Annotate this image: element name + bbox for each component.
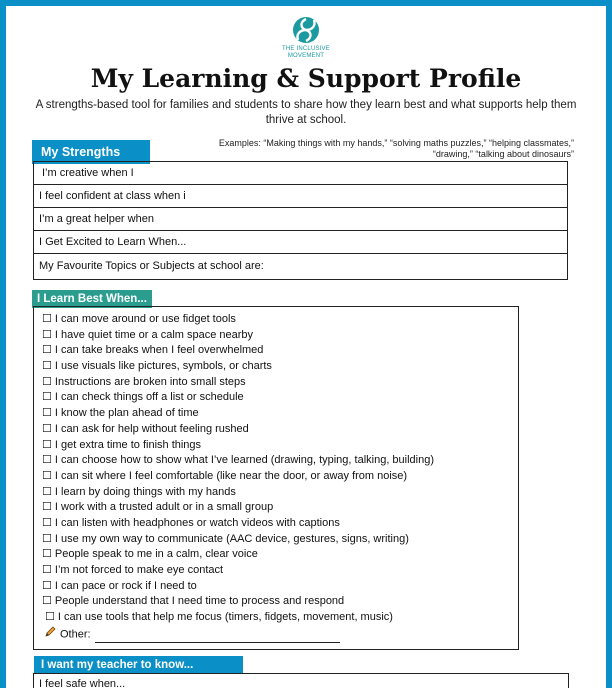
- profile-page: [6, 6, 606, 688]
- page-title: My Learning & Support Profile: [90, 64, 522, 93]
- logo-text: [278, 46, 334, 60]
- checklist-item[interactable]: ☐ I get extra time to finish things: [42, 438, 202, 451]
- pencil-icon: [44, 626, 56, 643]
- checklist-item[interactable]: ☐ I learn by doing things with my hands: [42, 485, 236, 498]
- learn-best-box: [33, 306, 519, 650]
- other-row: [34, 626, 518, 642]
- checklist-item[interactable]: ☐ I can use tools that help me focus (timers, fidgets, movement, music): [45, 611, 393, 624]
- checklist-item[interactable]: ☐ I can listen with headphones or watch videos with captions: [42, 516, 340, 529]
- strength-row-helper[interactable]: I’m a great helper when: [34, 208, 567, 231]
- checklist-item[interactable]: ☐ I work with a trusted adult or in a small group: [42, 501, 274, 514]
- checklist-item[interactable]: ☐ I can check things off a list or schedule: [42, 391, 244, 404]
- learn-best-label: I Learn Best When...: [32, 290, 152, 308]
- strength-row-creative[interactable]: I’m creative when I: [34, 162, 567, 185]
- checklist-item[interactable]: ☐ I can ask for help without feeling rushed: [42, 422, 249, 435]
- checklist-item[interactable]: ☐ Instructions are broken into small steps: [42, 375, 246, 388]
- checklist-item[interactable]: ☐ I can take breaks when I feel overwhelmed: [42, 344, 264, 357]
- checklist-item[interactable]: ☐ People understand that I need time to process and respond: [42, 595, 345, 608]
- checklist-item[interactable]: ☐ I can pace or rock if I need to: [42, 579, 197, 592]
- strength-row-favourite-topics[interactable]: My Favourite Topics or Subjects at school are:: [39, 260, 264, 272]
- other-input-line[interactable]: [95, 632, 340, 643]
- strengths-examples: Examples: “Making things with my hands,” “solving maths puzzles,” “helping classmates,” “drawing,” “talking about dinosaurs”: [218, 138, 574, 159]
- checklist-item[interactable]: ☐ I can move around or use fidget tools: [42, 313, 236, 325]
- checklist-item[interactable]: ☐ I’m not forced to make eye contact: [42, 564, 224, 576]
- leaf-swirl-logo-icon: [292, 16, 320, 44]
- learn-best-list: [34, 307, 518, 626]
- teacher-label: I want my teacher to know...: [34, 656, 243, 674]
- checklist-item[interactable]: ☐ I have quiet time or a calm space nearby: [42, 328, 254, 341]
- logo-line-2: MOVEMENT: [287, 53, 325, 59]
- checklist-item[interactable]: ☐ I use visuals like pictures, symbols, or charts: [42, 360, 272, 373]
- page-subtitle: A strengths-based tool for families and students to share how they learn best and what supports help them thrive at school.: [35, 99, 577, 126]
- checklist-item[interactable]: ☐ I can sit where I feel comfortable (like near the door, or away from noise): [42, 469, 408, 482]
- strengths-table: [33, 161, 568, 280]
- strength-row-confident[interactable]: I feel confident at class when i: [34, 185, 567, 208]
- other-label: Other:: [60, 628, 91, 641]
- logo: [278, 16, 334, 60]
- strength-row-excited[interactable]: I Get Excited to Learn When...: [34, 231, 567, 254]
- checklist-item[interactable]: ☐ I can choose how to show what I’ve learned (drawing, typing, talking, building): [42, 454, 435, 467]
- logo-line-1: THE INCLUSIVE: [282, 46, 330, 52]
- strengths-label: My Strengths: [32, 140, 150, 164]
- teacher-row-feel-safe[interactable]: I feel safe when...: [39, 678, 126, 688]
- checklist-item[interactable]: ☐ I use my own way to communicate (AAC device, gestures, signs, writing): [42, 532, 409, 545]
- teacher-table: [33, 673, 569, 688]
- checklist-item[interactable]: ☐ I know the plan ahead of time: [42, 407, 199, 420]
- checklist-item[interactable]: ☐ People speak to me in a calm, clear voice: [42, 548, 258, 561]
